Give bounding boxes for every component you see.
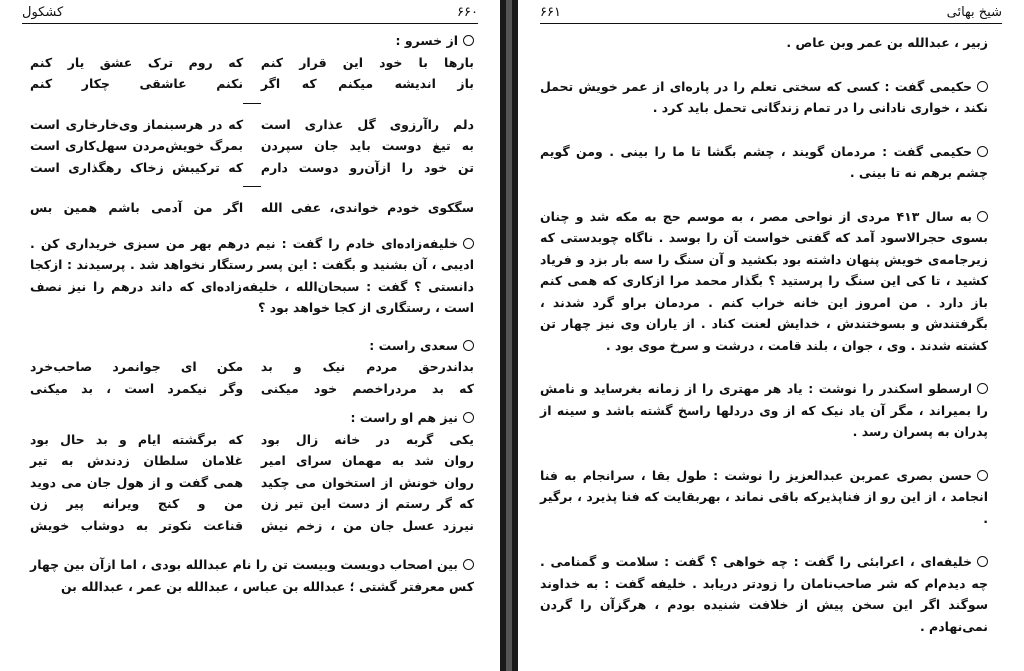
paragraph-text: حکیمی گفت : مردمان گویند ، چشم بگشا تا ما را بینی . ومن گویم چشم برهم نه تا بینی . <box>540 143 988 180</box>
verse-row <box>30 472 474 494</box>
section-heading: سعدی راست : <box>369 337 458 353</box>
paragraph <box>540 206 988 357</box>
verse-row <box>30 197 474 219</box>
hemistich: به تیغ دوست باید جان سپردن <box>260 138 474 153</box>
paragraph <box>540 378 988 443</box>
page-number: ۶۶۱ <box>540 5 561 20</box>
paragraph-text: حسن بصری عمربن عبدالعزیز را نوشت : طول بقا ، سرانجام به فنا انجامد ، از این رو از فناپذیرکه باقی نماند ، بهربقایت که فنا پذیرد ، برگیر . <box>540 467 988 526</box>
right-page <box>518 0 1024 671</box>
separator-rule <box>243 103 261 104</box>
verse-row <box>30 356 474 378</box>
right-header <box>540 4 1002 24</box>
header-rule <box>540 23 1002 24</box>
circle-bullet-icon <box>463 35 474 46</box>
verse-row <box>30 493 474 515</box>
hemistich: که بد مردراخصم خود میکنی <box>260 380 474 396</box>
circle-bullet-icon <box>977 556 988 567</box>
header-rule <box>22 23 478 24</box>
khosrow-section <box>30 30 474 219</box>
running-head: شیخ بهائی <box>946 5 1002 20</box>
paragraph <box>540 465 988 530</box>
page-number: کشکول <box>22 5 64 20</box>
hemistich: وگر نیکمرد است ، بد میکنی <box>30 380 244 396</box>
section-heading: نیز هم او راست : <box>350 410 458 425</box>
companions-paragraph <box>30 554 474 597</box>
verse-row <box>30 157 474 179</box>
left-page <box>0 0 500 671</box>
paragraph-text: خلیفه‌زاده‌ای خادم را گفت : نیم درهم بهر من سبزی خریداری کن . ادیبی ، آن بشنید و بگفت : این پسر رستگار نخواهد شد . پرسیدند : ازکجا دانستی ؟ گفت : سبحان‌الله ، خلیفه‌زاده‌ای که داند درهم را نیز نصف است ، رستگاری از کجا خواهد بود ؟ <box>30 235 474 315</box>
hemistich: بداندرحق مردم نیک و بد <box>260 359 474 374</box>
paragraph-text: خلیفه‌ای ، اعرابئی را گفت : چه خواهی ؟ گفت : سلامت و گمنامی . چه دیدم‌ام که شر صاحب‌نامان را زودتر دریابد . خلیفه گفت : به خداوند سوگند اگر این سخن پیش از خلافت شنیده بودم ، هرگزآن را گردن نمی‌نهادم . <box>540 554 988 634</box>
paragraph-text: بین اصحاب دویست وبیست تن را نام عبدالله بودی ، اما ازآن بین چهار کس معرفتر گشتی ؛ عبدالله بن عباس ، عبدالله بن عمر ، عبدالله بن <box>30 557 474 594</box>
circle-bullet-icon <box>977 81 988 92</box>
circle-bullet-icon <box>463 559 474 570</box>
verse-row <box>30 52 474 74</box>
paragraph <box>540 551 988 637</box>
hemistich: همی گفت و از هول جان می دوید <box>30 474 244 490</box>
verse-row <box>30 73 474 95</box>
hemistich: قناعت نکوتر به دوشاب خویش <box>30 517 244 533</box>
left-body <box>30 30 474 671</box>
hemistich: دلم راآرزوی گل عذاری است <box>260 116 474 132</box>
verse-row <box>30 450 474 472</box>
verse-row <box>30 515 474 537</box>
hemistich: یکی گربه در خانه زال بود <box>260 431 474 447</box>
circle-bullet-icon <box>977 383 988 394</box>
hemistich: اگر من آدمی باشم همین بس <box>30 200 244 215</box>
saadi-section <box>30 335 474 400</box>
circle-bullet-icon <box>977 211 988 222</box>
hemistich: سگکوی خودم خواندی، عفی الله <box>260 200 474 215</box>
hemistich: غلامان سلطان زدندش به تیر <box>30 453 244 468</box>
hemistich: که گر رستم از دست این تیر زن <box>260 496 474 511</box>
hemistich: که برگشته ایام و بد حال بود <box>30 431 244 447</box>
running-head: ۶۶۰ <box>457 5 478 20</box>
hemistich: بارها با خود این قرار کنم <box>260 54 474 70</box>
khalifazadeh-paragraph <box>30 233 474 319</box>
book-gutter <box>500 0 518 671</box>
hemistich: باز اندیشه میکنم که اگر <box>260 76 474 91</box>
hemistich: تن خود را ازآن‌رو دوست دارم <box>260 159 474 175</box>
carry-over-line: زبیر ، عبدالله بن عمر وبن عاص . <box>786 35 988 50</box>
paragraph-text: ارسطو اسکندر را نوشت : یاد هر مهتری را از زمانه بغرساید و نامش را بمیراند ، مگر آن یاد نیک که از وی دردلها راسخ گشته باشد و سینه از پدران به پسران رسد . <box>540 381 988 439</box>
hemistich: که در هرسبنماز وی‌خارخاری است <box>30 116 244 132</box>
hemistich: مکن ای جوانمرد صاحب‌خرد <box>30 359 244 374</box>
section-heading: از خسرو : <box>395 33 458 48</box>
verse-row <box>30 378 474 400</box>
verse-row <box>30 429 474 451</box>
hemistich: که ترکیبش زخاک رهگذاری است <box>30 159 244 175</box>
paragraph-text: حکیمی گفت : کسی که سختی تعلم را در پاره‌ای از عمر خویش تحمل نکند ، خواری نادانی را در تمام زندگانی تحمل باید کرد . <box>540 78 988 115</box>
circle-bullet-icon <box>463 412 474 423</box>
paragraph <box>540 76 988 119</box>
circle-bullet-icon <box>463 238 474 249</box>
hemistich: روان خونش از استخوان می چکید <box>260 474 474 490</box>
verse-row <box>30 114 474 136</box>
circle-bullet-icon <box>463 340 474 351</box>
paragraph <box>540 141 988 184</box>
right-body <box>540 32 988 671</box>
hemistich: روان شد به مهمان سرای امیر <box>260 453 474 468</box>
hemistich: نکنم عاشقی چکار کنم <box>30 76 244 91</box>
hemistich: بمرگ خویش‌مردن سهل‌کاری است <box>30 138 244 153</box>
circle-bullet-icon <box>977 146 988 157</box>
left-header <box>22 4 478 24</box>
separator-rule <box>243 186 261 187</box>
hemistich: نیرزد عسل جان من ، زخم نیش <box>260 517 474 533</box>
paragraph-text: به سال ۴۱۳ مردی از نواحی مصر ، به موسم حج به مکه شد و چنان بسوی حجرالاسود آمد که گفتی خواست آن را بوسد . ناگاه چوبدستی که زیرجامه‌ی خویش پنهان داشته بود بکشید و آن سنگ را سه بار بزد و فریاد کشید ، تا کی این سنگ را پرستید ؟ بگذار محمد مرا ازکاری که همی کنم باز دارد . من امروز این خانه خراب کنم . مردمان براو گرد شدند ، بگرفتندش و بسوختندش ، خدایش لعنت کناد . از یاران وی نیز چهار تن کشته شدند . وی ، جوان ، بلند قامت ، درشت و سرخ موی بود . <box>540 208 988 353</box>
circle-bullet-icon <box>977 470 988 481</box>
verse-row <box>30 135 474 157</box>
hemistich: من و کنج ویرانه پیر زن <box>30 496 244 511</box>
hemistich: که روم ترک عشق یار کنم <box>30 54 244 70</box>
also-section <box>30 407 474 536</box>
